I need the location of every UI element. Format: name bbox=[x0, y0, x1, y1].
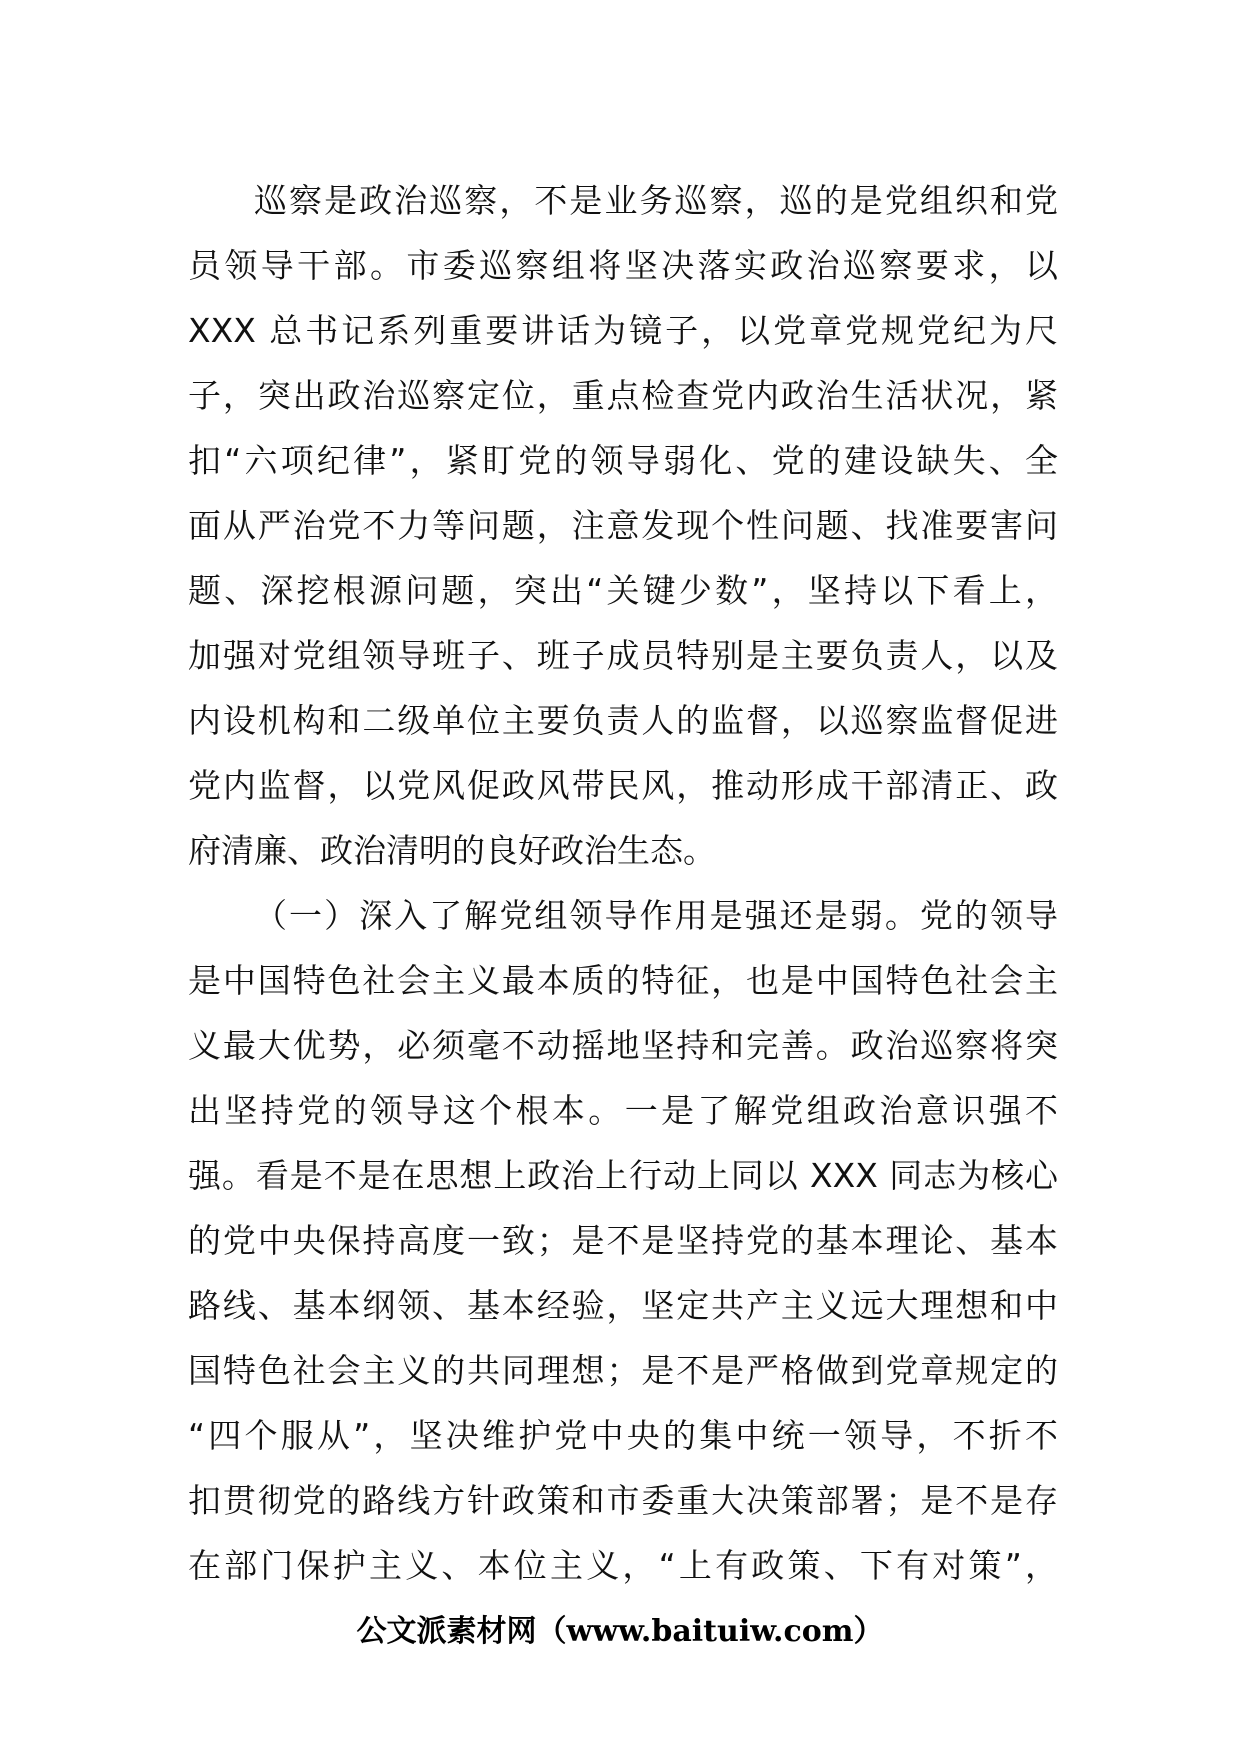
paragraph-1-line-1: 巡察是政治巡察，不是业务巡察，巡的是党组织和党 bbox=[254, 181, 1058, 220]
paragraph-2-line-11: 在部门保护主义、本位主义，“上有政策、下有对策”， bbox=[188, 1546, 1058, 1585]
paragraph-2-line-9: “四个服从”，坚决维护党中央的集中统一领导，不折不 bbox=[188, 1416, 1058, 1455]
paragraph-2-line-2: 是中国特色社会主义最本质的特征，也是中国特色社会主 bbox=[188, 961, 1058, 1000]
paragraph-1-line-3: XXX 总书记系列重要讲话为镜子，以党章党规党纪为尺 bbox=[188, 311, 1058, 350]
paragraph-1-line-9: 内设机构和二级单位主要负责人的监督，以巡察监督促进 bbox=[188, 701, 1058, 740]
paragraph-2-line-7: 路线、基本纲领、基本经验，坚定共产主义远大理想和中 bbox=[188, 1286, 1058, 1325]
paragraph-1-line-6: 面从严治党不力等问题，注意发现个性问题、找准要害问 bbox=[188, 506, 1058, 545]
paragraph-2-line-8: 国特色社会主义的共同理想；是不是严格做到党章规定的 bbox=[188, 1351, 1058, 1390]
paragraph-1-line-11: 府清廉、政治清明的良好政治生态。 bbox=[188, 831, 716, 870]
paragraph-1-line-5: 扣“六项纪律”，紧盯党的领导弱化、党的建设缺失、全 bbox=[188, 441, 1058, 480]
document-body bbox=[188, 168, 1058, 1598]
paragraph-2-line-6: 的党中央保持高度一致；是不是坚持党的基本理论、基本 bbox=[188, 1221, 1058, 1260]
paragraph-2-line-1: （一）深入了解党组领导作用是强还是弱。党的领导 bbox=[254, 896, 1058, 935]
paragraph-2-line-4: 出坚持党的领导这个根本。一是了解党组政治意识强不 bbox=[188, 1091, 1058, 1130]
paragraph-1-line-4: 子，突出政治巡察定位，重点检查党内政治生活状况，紧 bbox=[188, 376, 1058, 415]
paragraph-1-line-2: 员领导干部。市委巡察组将坚决落实政治巡察要求，以 bbox=[188, 246, 1058, 285]
footer-watermark: 公文派素材网（www.baituiw.com） bbox=[356, 1614, 884, 1649]
paragraph-2-line-10: 扣贯彻党的路线方针政策和市委重大决策部署；是不是存 bbox=[188, 1481, 1058, 1520]
paragraph-2-line-5: 强。看是不是在思想上政治上行动上同以 XXX 同志为核心 bbox=[188, 1156, 1058, 1195]
paragraph-1-line-7: 题、深挖根源问题，突出“关键少数”，坚持以下看上， bbox=[188, 571, 1058, 610]
paragraph-1-line-8: 加强对党组领导班子、班子成员特别是主要负责人，以及 bbox=[188, 636, 1058, 675]
paragraph-2-line-3: 义最大优势，必须毫不动摇地坚持和完善。政治巡察将突 bbox=[188, 1026, 1058, 1065]
paragraph-1-line-10: 党内监督，以党风促政风带民风，推动形成干部清正、政 bbox=[188, 766, 1058, 805]
